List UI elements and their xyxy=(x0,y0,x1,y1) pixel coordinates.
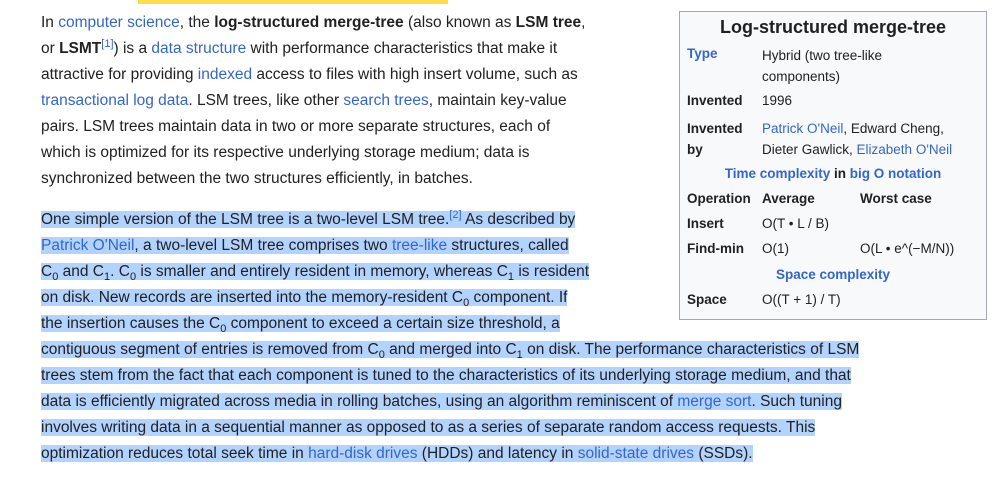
link-tree-like[interactable]: tree-like xyxy=(391,237,448,254)
time-complexity-header: Time complexity in big O notation xyxy=(724,166,942,181)
invented-by-label: Invented by xyxy=(687,121,743,157)
term-lsm-tree: LSM tree xyxy=(515,14,582,31)
infobox xyxy=(679,11,987,320)
find-min-average: O(1) xyxy=(762,241,789,256)
p1-line-5: pairs. LSM trees maintain data in two or more separate structures, each of xyxy=(41,118,551,135)
link-time-complexity[interactable]: Time complexity xyxy=(724,166,831,181)
col-average: Average xyxy=(762,191,815,206)
term-lsm-merge-tree: log-structured merge-tree xyxy=(214,14,404,31)
link-data-structure[interactable]: data structure xyxy=(151,40,247,57)
p1-line-6: which is optimized for its respective underlying storage medium; data is xyxy=(41,144,530,161)
link-indexed[interactable]: indexed xyxy=(197,66,253,83)
link-infobox-patrick-oneil[interactable]: Patrick O'Neil xyxy=(762,121,844,136)
link-big-o-notation[interactable]: big O notation xyxy=(849,166,942,181)
space-label: Space xyxy=(687,292,727,307)
p2-line-2: Patrick O'Neil, a two-level LSM tree comprises two tree-like structures, called xyxy=(41,237,569,254)
insert-average: O(T • L / B) xyxy=(762,216,829,231)
p2-line-9: involves writing data in a sequential manner as opposed to as a series of separate random access requests. This xyxy=(41,419,816,436)
infobox-title: Log-structured merge-tree xyxy=(719,17,947,37)
link-transactional-log-data[interactable]: transactional log data xyxy=(41,92,189,109)
link-merge-sort[interactable]: merge sort xyxy=(677,393,752,410)
link-patrick-oneil[interactable]: Patrick O'Neil xyxy=(41,237,135,254)
p1-line-7: synchronized between the two structures efficiently, in batches. xyxy=(41,170,473,187)
ref-2-link[interactable]: [2] xyxy=(449,208,462,221)
p1-line-4: transactional log data. LSM trees, like other search trees, maintain key-value xyxy=(41,92,567,109)
p2-line-4: on disk. New records are inserted into the memory-resident $C_0$ component. If xyxy=(41,289,568,310)
space-complexity-header xyxy=(680,267,986,282)
p2-line-1: One simple version of the LSM tree is a two-level LSM tree.[2] As described by xyxy=(41,208,576,228)
p2-line-8: data is efficiently migrated across media in rolling batches, using an algorithm reminiscent of merge sort. Such tuning xyxy=(41,393,842,410)
find-min-label: Find-min xyxy=(687,241,744,256)
p2-line-10: optimization reduces total seek time in hard-disk drives (HDDs) and latency in solid-state drives (SSDs). xyxy=(41,445,753,462)
term-lsmt: LSMT xyxy=(59,40,102,57)
find-min-worst: O(L • e^(−M/N)) xyxy=(860,241,955,256)
type-value: Hybrid (two tree-like components) xyxy=(762,48,883,84)
link-search-trees[interactable]: search trees xyxy=(343,92,429,109)
col-worst-case: Worst case xyxy=(860,191,932,206)
p2-line-5: the insertion causes the $C_0$ component to exceed a certain size threshold, a xyxy=(41,315,560,336)
p1-line-2: or LSMT[1]) is a data structure with performance characteristics that make it xyxy=(41,37,558,57)
invented-label: Invented xyxy=(687,93,743,108)
p1-line-1: In computer science, the log-structured merge-tree (also known as LSM tree, xyxy=(41,14,586,31)
link-space-complexity[interactable]: Space complexity xyxy=(775,267,891,282)
p2-line-6: contiguous segment of entries is removed from $C_0$ and merged into $C_1$ on disk. The performance characteristics of LSM xyxy=(41,341,860,362)
type-label-link[interactable]: Type xyxy=(687,46,718,61)
space-average: O((T + 1) / T) xyxy=(762,292,841,307)
invented-by-value: Patrick O'Neil, Edward Cheng, Dieter Gawlick, Elizabeth O'Neil xyxy=(762,121,953,157)
insert-label: Insert xyxy=(687,216,724,231)
top-highlight-strip xyxy=(138,0,448,4)
link-hard-disk-drives[interactable]: hard-disk drives xyxy=(308,445,418,462)
p2-line-3: $C_0$ and $C_1$. $C_0$ is smaller and entirely resident in memory, whereas $C_1$ is resident xyxy=(41,263,589,284)
p2-line-7: trees stem from the fact that each component is tuned to the characteristics of its underlying storage medium, and that xyxy=(41,367,851,384)
invented-value: 1996 xyxy=(762,93,793,108)
intro-paragraph xyxy=(41,10,671,192)
link-computer-science[interactable]: computer science xyxy=(58,14,180,31)
link-solid-state-drives[interactable]: solid-state drives xyxy=(577,445,695,462)
ref-1-link[interactable]: [1] xyxy=(101,37,114,50)
col-operation: Operation xyxy=(687,191,751,206)
p1-line-3: attractive for providing indexed access to files with high insert volume, such as xyxy=(41,66,578,83)
link-infobox-elizabeth-oneil[interactable]: Elizabeth O'Neil xyxy=(856,142,953,157)
